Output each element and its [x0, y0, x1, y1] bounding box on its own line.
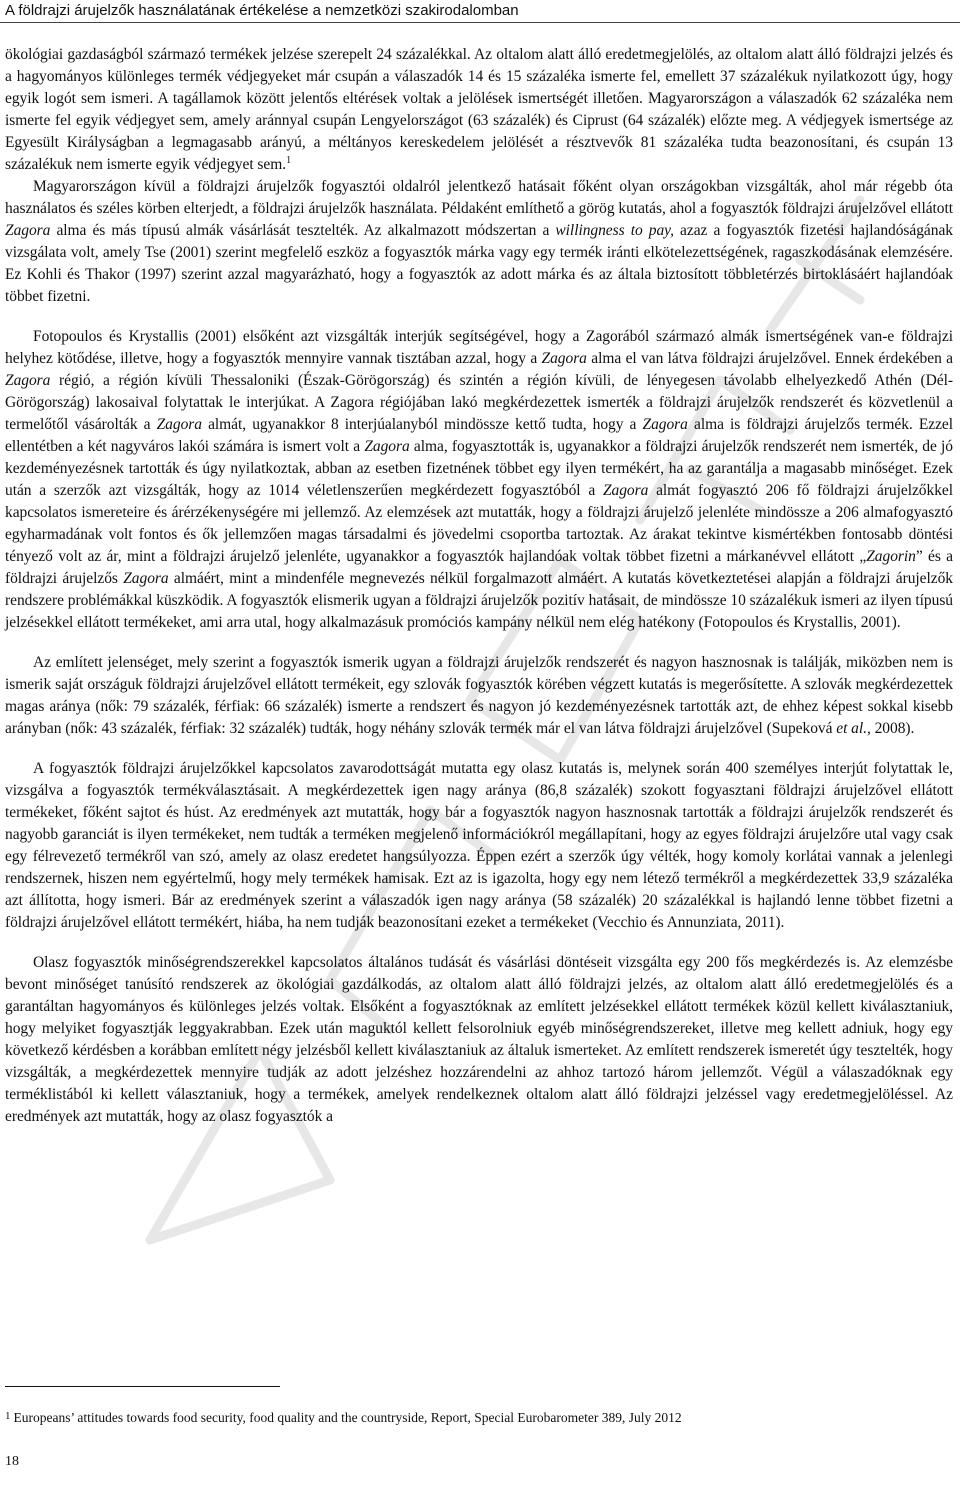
- paragraph-text: almát, ugyanakkor 8 interjúalanyból mindössze kettő tudta, hogy a: [201, 416, 643, 433]
- italic-term: Zagorin: [866, 548, 916, 565]
- footnote-number: 1: [5, 1410, 11, 1422]
- paragraph-1: [5, 44, 953, 176]
- italic-term: Zagora: [5, 372, 51, 389]
- paragraph-text: alma is földrajzi árujelzős termék. Ezzel ellentétben a két nagyváros lakói számára is ismert volt a: [5, 416, 954, 455]
- paragraph-2: [5, 176, 953, 308]
- paragraph-text: régió, a régión kívüli Thessaloniki (Észak-Görögország) és szintén a régión kívüli, de lényegesen távolabb elhelyezkedő Athén (Dél-Görögország) lakosaival folytattak le interjúkat. A Zagora régiójában lakó megkérdezettek ismerték a földrajzi árujelzők rendszerét és közvetlenül a termelőtől vásárolták a: [5, 372, 953, 433]
- paragraph-5: [5, 758, 953, 934]
- page-number: 18: [5, 1454, 19, 1469]
- paragraph-3: [5, 326, 953, 634]
- italic-term: Zagora: [541, 350, 587, 367]
- paragraph-text: alma és más típusú almák vásárlását tesztelték. Az alkalmazott módszertan a: [50, 222, 556, 239]
- paragraph-text: Az említett jelenséget, mely szerint a fogyasztók ismerik ugyan a földrajzi árujelzők rendszerét és nagyon hasznosnak is találják, miközben nem is ismerik saját országuk földrajzi árujelzővel ellátott termékeit, egy szlovák fogyasztók körében végzett kutatás is megerősítette. A szlovák megkérdezettek magas aránya (nők: 79 százalék, férfiak: 66 százalék) ismerte a rendszert és nagyon jó kezdeményezésnek tartották azt, de ehhez képest sokkal kisebb arányban (nők: 43 százalék, férfiak: 32 százalék) tudták, hogy néhány szlovák termék már el van látva földrajzi árujelzővel (Supeková: [5, 654, 953, 737]
- italic-term: Zagora: [123, 570, 169, 587]
- paragraph-text: 2008).: [870, 720, 915, 737]
- italic-term: Zagora: [156, 416, 202, 433]
- paragraph-text: alma, fogyasztották is, ugyanakkor a földrajzi árujelzők rendszerét nem ismerték, de jó kezdeményezésnek tartották és úgy nyilatkoztak, abban az esetben fizetnének többet egy ilyen termékért, ha az garantálja a magasabb minőséget. Ezek után a szerzők azt vizsgálták, hogy az 1014 véletlenszerűen megkérdezett fogyasztóból a: [5, 438, 953, 499]
- italic-term: Zagora: [642, 416, 688, 433]
- paragraph-6: [5, 952, 953, 1128]
- paragraph-text: Fotopoulos és Krystallis (2001) elsőként azt vizsgálták interjúk segítségével, hogy a Zagorából származó almák ismertségének van-e földrajzi helyhez kötődése, illetve, hogy a fogyasztók mennyire vannak tisztában azzal, hogy a: [5, 328, 953, 367]
- running-header-title: A földrajzi árujelzők használatának értékelése a nemzetközi szakirodalomban: [5, 2, 519, 19]
- footnote-text: Europeans’ attitudes towards food security, food quality and the countryside, Report, Special Eurobarometer 389, July 2012: [13, 1410, 682, 1425]
- footnote: [5, 1407, 953, 1427]
- paragraph-text: almáért, mint a mindenféle megnevezés nélkül forgalmazott almáért. A kutatás következtetései alapján a földrajzi árujelzők rendszere problémákkal küszködik. A fogyasztók elismerik ugyan a földrajzi árujelzők pozitív hatásait, de mindössze 10 százalékuk ismeri az ilyen típusú jelzésekkel ellátott termékeket, ami arra utal, hogy alkalmazásuk promóciós kampány nélkül nem elég hatékony (Fotopoulos és Krystallis, 2001).: [5, 570, 953, 631]
- paragraph-text: almát fogyasztó 206 fő földrajzi árujelzőkkel kapcsolatos ismereteire és árérzékenységére mi jellemző. Az elemzések azt mutatták, hogy a földrajzi árujelző jelenléte mindössze a 206 almafogyasztó egyharmadának volt fontos és ők jellemzően magas társadalmi és jövedelmi csoportba tartoztak. Az árakat tekintve kismértékben fontosabb döntési tényező volt az ár, mint a földrajzi árujelző jelenléte, ugyanakkor a fogyasztók hajlandóak voltak többet fizetni a márkanévvel ellátott „: [5, 482, 953, 565]
- footnote-divider: [5, 1386, 280, 1387]
- italic-term: Zagora: [364, 438, 410, 455]
- paragraph-text: Olasz fogyasztók minőségrendszerekkel kapcsolatos általános tudását és vásárlási döntéseit vizsgálta egy 200 fős megkérdezés is. Az elemzésbe bevont minőséget tanúsító rendszerek az ökológiai gazdálkodás, az oltalom alatt álló földrajzi jelzés, az oltalom alatt álló eredetmegjelölés és a garantáltan hagyományos és különleges jelzés voltak. Elsőként a fogyasztóknak az említett jelzésekkel ellátott termékek közül kellett kiválasztaniuk, hogy melyiket fogyasztják leggyakrabban. Ezek után maguktól kellett felsorolniuk egyéb minőségrendszereket, illetve meg kellett adniuk, hogy egy következő kérdésben a korábban említett négy jelzésből kellett kiválasztaniuk az általuk ismerteket. Az említett rendszerek ismeretét úgy tesztelték, hogy vizsgálták, a megkérdezettek mennyire tudják az adott jelzéshez hozzárendelni az ahhoz tartozó három jellemzőt. Végül a válaszadóknak egy terméklistából ki kellett választaniuk, hogy a termékek, amelyek rendelkeznek oltalom alatt álló földrajzi jelzéssel vagy eredetmegjelöléssel. Az eredmények azt mutatták, hogy az olasz fogyasztók a: [5, 954, 953, 1125]
- italic-term: willingness to pay,: [555, 222, 674, 239]
- paragraph-text: alma el van látva földrajzi árujelzővel. Ennek érdekében a: [586, 350, 953, 367]
- italic-term: et al.,: [836, 720, 871, 737]
- paragraph-4: [5, 652, 953, 740]
- paragraph-text: ökológiai gazdaságból származó termékek jelzése szerepelt 24 százalékkal. Az oltalom alatt álló eredetmegjelölés, az oltalom alatt álló földrajzi jelzés és a hagyományos különleges termék védjegyeket már csupán a válaszadók 14 és 15 százaléka ismerte fel, emellett 37 százalékuk nyilatkozott úgy, hogy egyik logót sem ismeri. A tagállamok között jelentős eltérések voltak a jelölések ismertségét illetően. Magyarországon a válaszadók 62 százaléka nem ismerte fel egyik védjegyet sem, amely aránnyal csupán Lengyelországot (63 százalék) és Ciprust (64 százalék) előzte meg. A védjegyek ismertsége az Egyesült Királyságban a legmagasabb arányú, a méltányos kereskedelem jelölését a résztvevők 81 százaléka tudta beazonosítani, és csupán 13 százalékuk nem ismerte egyik védjegyet sem.: [5, 46, 953, 173]
- paragraph-text: azaz a fogyasztók fizetési hajlandóságának vizsgálata volt, amely Tse (2001) szerint megfelelő eszköz a fogyasztók márka vagy egy termék iránti elkötelezettségének, ragaszkodásának elemzésére. Ez Kohli és Thakor (1997) szerint azzal magyarázható, hogy a fogyasztók az adott márka és az általa biztosított többletérzés birtoklásáért hajlandóak többet fizetni.: [5, 222, 953, 305]
- italic-term: Zagora: [5, 222, 51, 239]
- page-body: [5, 44, 953, 1128]
- paragraph-text: ” és a földrajzi árujelzős: [5, 548, 954, 587]
- paragraph-text: A fogyasztók földrajzi árujelzőkkel kapcsolatos zavarodottságát mutatta egy olasz kutatás is, melynek során 400 személyes interjút folytattak le, vizsgálva a fogyasztók termékválasztásait. A megkérdezettek igen nagy aránya (86,8 százalék) szokott fogyasztani földrajzi árujelzővel ellátott termékeket, főként sajtot és húst. Az eredmények azt mutatták, hogy bár a fogyasztók nagyon hasznosnak tartották a földrajzi árujelzők rendszerét és nagyobb garanciát is ilyen termékeket, nem tudták a terméken megjelenő információkról megállapítani, hogy az egyes földrajzi árujelzőre utal vagy csak egy félrevezető termékről van szó, amely az olasz eredetet hangsúlyozza. Éppen ezért a szerzők úgy vélték, hogy komoly korlátai vannak a jelenlegi rendszernek, hiszen nem egyértelmű, hogy mely termékek hamisak. Ezt az is igazolta, hogy egy nem létező termékről a megkérdezettek 33,9 százaléka azt állította, hogy ismeri. Bár az eredmények szerint a válaszadók igen nagy aránya (58 százalék) 20 százalékkal is hajlandó lenne többet fizetni a földrajzi árujelzővel ellátott termékért, hiába, ha nem tudják beazonosítani ezeket a termékeket (Vecchio és Annunziata, 2011).: [5, 760, 953, 931]
- running-header: [0, 0, 960, 23]
- paragraph-text: Magyarországon kívül a földrajzi árujelzők fogyasztói oldalról jelentkező hatásait főként olyan országokban vizsgálták, ahol már régebb óta használatos és széles körben elterjedt, a földrajzi árujelzők használata. Példaként említhető a görög kutatás, ahol a fogyasztók földrajzi árujelzővel ellátott: [5, 178, 953, 217]
- italic-term: Zagora: [602, 482, 649, 499]
- footnote-reference[interactable]: 1: [286, 155, 292, 166]
